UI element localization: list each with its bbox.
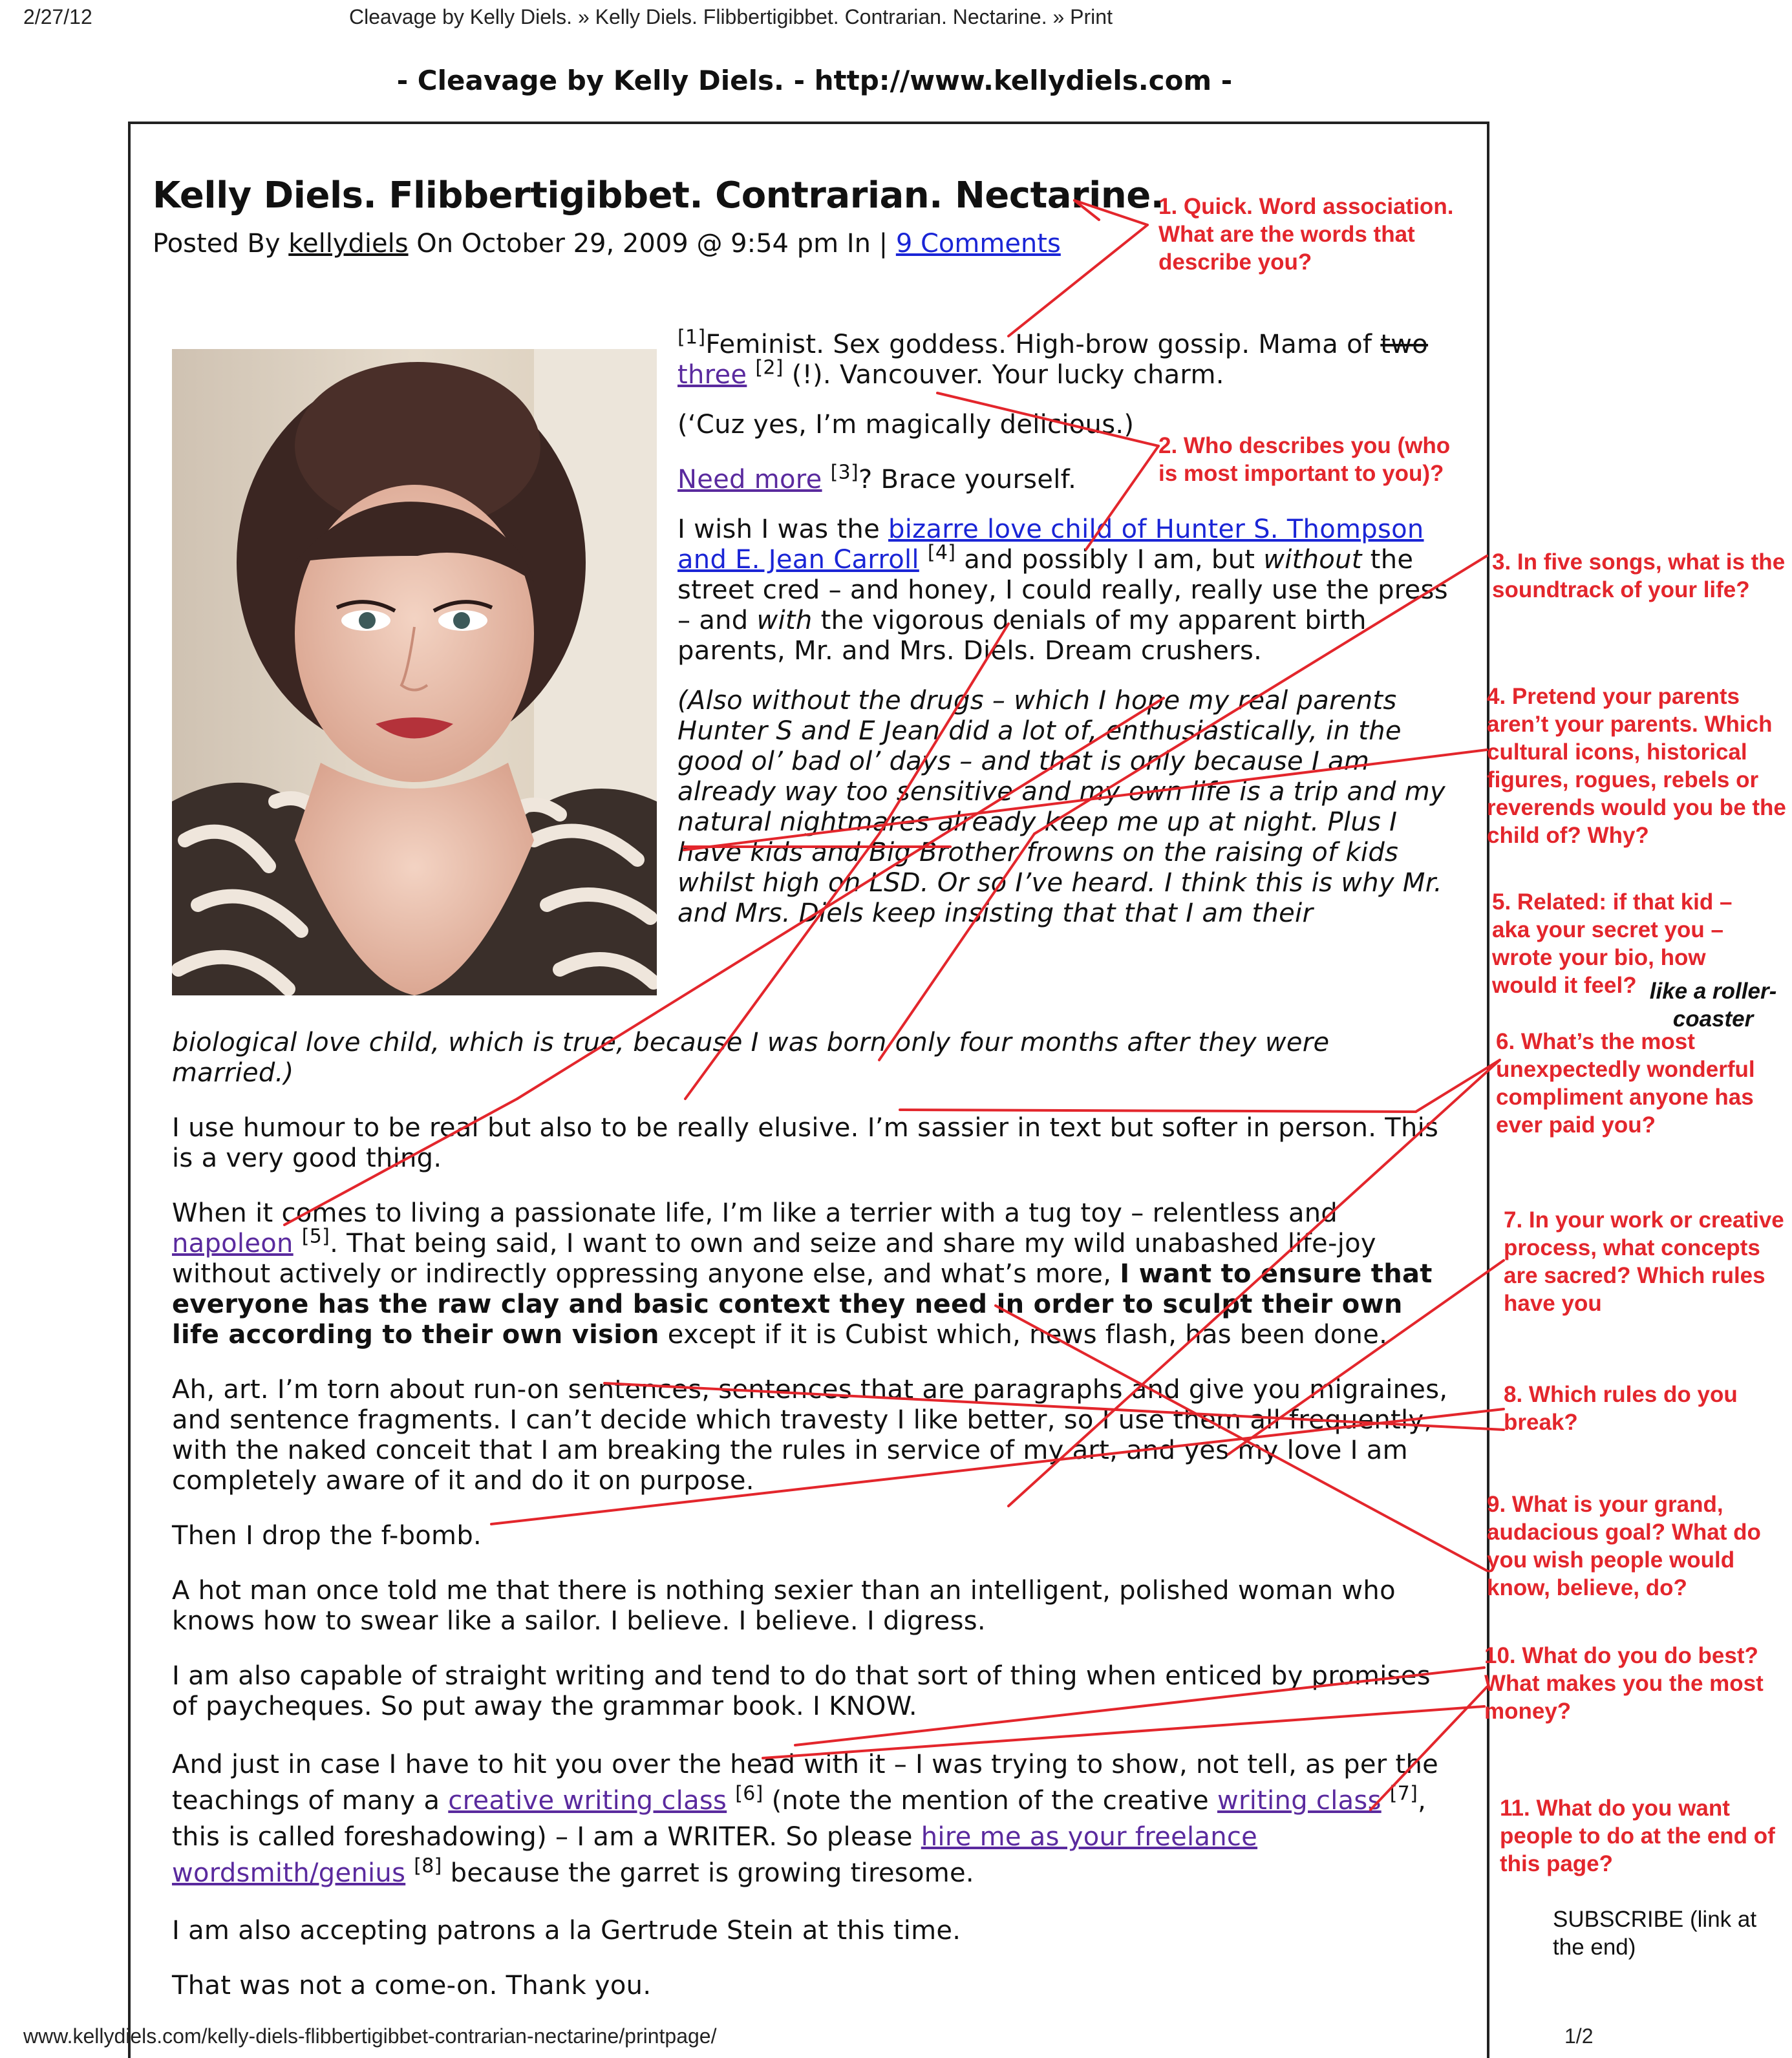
footnote-ref-1: [1] xyxy=(677,326,706,349)
footnote-ref-7: [7] xyxy=(1389,1782,1418,1805)
paragraph-12-text-d: because the garret is growing tiresome. xyxy=(442,1858,974,1888)
paragraph-4-text-a: I wish I was the xyxy=(677,514,888,544)
footnote-ref-5: [5] xyxy=(301,1225,330,1248)
paragraph-5-end: biological love child, which is true, because I was born only four months after they were married.) xyxy=(172,1028,1330,1088)
print-page-title: Cleavage by Kelly Diels. » Kelly Diels. Flibbertigibbet. Contrarian. Nectarine. » Print xyxy=(349,5,1113,28)
paragraph-4-text-c: the street cred – and honey, I could really, really use the press – and xyxy=(677,545,1448,635)
struck-word: two xyxy=(1380,330,1429,359)
annotation-11-answer: SUBSCRIBE (link at the end) xyxy=(1553,1907,1757,1960)
author-link[interactable]: kellydiels xyxy=(288,229,409,259)
annotation-6: 6. What’s the most unexpectedly wonderful compliment anyone has ever paid you? xyxy=(1496,1029,1755,1138)
paragraph-4-text-b: and possibly I am, but xyxy=(955,545,1264,575)
paragraph-6: I use humour to be real but also to be really elusive. I’m sassier in text but softer in person. This is a very good thing. xyxy=(172,1113,1439,1173)
annotation-2: 2. Who describes you (who is most important to you)? xyxy=(1158,433,1451,486)
annotation-9: 9. What is your grand, audacious goal? What do you wish people would know, believe, do? xyxy=(1487,1492,1761,1600)
footnote-ref-4: [4] xyxy=(927,541,956,564)
paragraph-13: I am also accepting patrons a la Gertrude Stein at this time. xyxy=(172,1916,961,1946)
paragraph-12 xyxy=(172,1746,1458,1891)
paragraph-7-text-a: When it comes to living a passionate life, I’m like a terrier with a tug toy – relentless and xyxy=(172,1198,1338,1228)
paragraph-1-text-end: (!). Vancouver. Your lucky charm. xyxy=(783,360,1224,390)
annotation-8: 8. Which rules do you break? xyxy=(1504,1382,1738,1435)
paragraph-1 xyxy=(677,326,1453,390)
annotation-3: 3. In five songs, what is the soundtrack of your life? xyxy=(1492,549,1786,602)
three-link[interactable]: three xyxy=(677,360,747,390)
paragraph-3-text: ? Brace yourself. xyxy=(858,465,1077,494)
paragraph-4-italic-2: with xyxy=(756,606,813,635)
paragraph-10: A hot man once told me that there is nothing sexier than an intelligent, polished woman who knows how to swear like a sailor. I believe. I believe. I digress. xyxy=(172,1576,1396,1636)
post-meta xyxy=(153,229,1061,259)
footnote-ref-8: [8] xyxy=(414,1854,442,1878)
annotation-11: 11. What do you want people to do at the end of this page? xyxy=(1500,1796,1775,1876)
footnote-ref-3: [3] xyxy=(830,461,859,484)
annotation-1: 1. Quick. Word association. What are the words that describe you? xyxy=(1158,194,1454,275)
intro-column xyxy=(677,326,1453,929)
paragraph-12-text-a: And just in case I have to hit you over the head with it – I was trying to show, not tell, as per the teachings of many a xyxy=(172,1750,1439,1816)
paragraph-9: Then I drop the f-bomb. xyxy=(172,1521,482,1551)
print-footer-url: www.kellydiels.com/kelly-diels-flibbertigibbet-contrarian-nectarine/printpage/ xyxy=(23,2024,717,2048)
site-header: - Cleavage by Kelly Diels. - http://www.kellydiels.com - xyxy=(396,65,1233,96)
footnote-ref-6: [6] xyxy=(735,1782,763,1805)
paragraph-14: That was not a come-on. Thank you. xyxy=(172,1971,652,2000)
paragraph-2: (‘Cuz yes, I’m magically delicious.) xyxy=(677,410,1135,440)
annotation-5-answer: like a roller-coaster xyxy=(1649,979,1777,1032)
love-child-link[interactable]: bizarre love child of Hunter S. Thompson and E. Jean Carroll xyxy=(677,514,1424,575)
writing-class-link[interactable]: writing class xyxy=(1217,1786,1381,1816)
paragraph-11: I am also capable of straight writing and tend to do that sort of thing when enticed by promises of paycheques. So put away the grammar book. I KNOW. xyxy=(172,1661,1431,1721)
need-more-link[interactable]: Need more xyxy=(677,465,822,494)
paragraph-4-text-d: the vigorous denials of my apparent birth parents, Mr. and Mrs. Diels. Dream crushers. xyxy=(677,606,1367,666)
print-page-number: 1/2 xyxy=(1564,2024,1594,2048)
main-column xyxy=(172,1028,1458,2026)
post-title: Kelly Diels. Flibbertigibbet. Contrarian. Nectarine. xyxy=(153,175,1164,217)
annotation-4: 4. Pretend your parents aren’t your parents. Which cultural icons, historical figures, rogues, rebels or reverends would you be the child of? Why? xyxy=(1487,684,1786,848)
paragraph-7-text-c: except if it is Cubist which, news flash, has been done. xyxy=(659,1320,1388,1350)
paragraph-12-text-c: , this is called foreshadowing) – I am a WRITER. So please xyxy=(172,1786,1427,1852)
comments-link[interactable]: 9 Comments xyxy=(895,229,1061,259)
paragraph-4-italic-1: without xyxy=(1263,545,1362,575)
paragraph-7 xyxy=(172,1198,1458,1350)
annotation-7: 7. In your work or creative process, what concepts are sacred? Which rules have you xyxy=(1504,1207,1784,1316)
hire-me-link[interactable]: hire me as your freelance wordsmith/genius xyxy=(172,1822,1258,1888)
post-date: On October 29, 2009 @ 9:54 pm In | xyxy=(408,229,896,259)
paragraph-4 xyxy=(677,514,1453,666)
paragraph-12-text-b: (note the mention of the creative xyxy=(763,1786,1217,1816)
creative-writing-class-link[interactable]: creative writing class xyxy=(448,1786,727,1816)
annotation-10: 10. What do you do best? What makes you the most money? xyxy=(1484,1643,1764,1724)
paragraph-7-text-b: . That being said, I want to own and seize and share my wild unabashed life-joy without actively or indirectly oppressing anyone else, and what’s more, xyxy=(172,1229,1376,1289)
print-date: 2/27/12 xyxy=(23,5,92,28)
annotation-5: 5. Related: if that kid – aka your secret you – wrote your bio, how would it feel? xyxy=(1492,889,1733,998)
paragraph-1-text: Feminist. Sex goddess. High-brow gossip. Mama of xyxy=(705,330,1381,359)
napoleon-link[interactable]: napoleon xyxy=(172,1229,293,1258)
paragraph-8: Ah, art. I’m torn about run-on sentences, sentences that are paragraphs and give you migraines, and sentence fragments. I can’t decide which travesty I like better, so I use them all frequently, with the naked conceit that I am breaking the rules in service of my art, and yes my love I am completely aware of it and do it on purpose. xyxy=(172,1375,1448,1496)
footnote-ref-2: [2] xyxy=(755,356,784,379)
author-photo xyxy=(172,349,657,995)
paragraph-7-bold: I want to ensure that everyone has the raw clay and basic context they need in order to sculpt their own life according to their own vision xyxy=(172,1259,1433,1350)
posted-by-label: Posted By xyxy=(153,229,289,259)
paragraph-5: (Also without the drugs – which I hope my real parents Hunter S and E Jean did a lot of, enthusiastically, in the good ol’ bad ol’ days – and that is only because I am already way too sensitive and my own life is a trip and my natural nightmares already keep me up at night. Plus I have kids and Big Brother frowns on the raising of kids whilst high on LSD. Or so I’ve heard. I think this is why Mr. and Mrs. Diels keep insisting that that I am their xyxy=(677,686,1445,928)
